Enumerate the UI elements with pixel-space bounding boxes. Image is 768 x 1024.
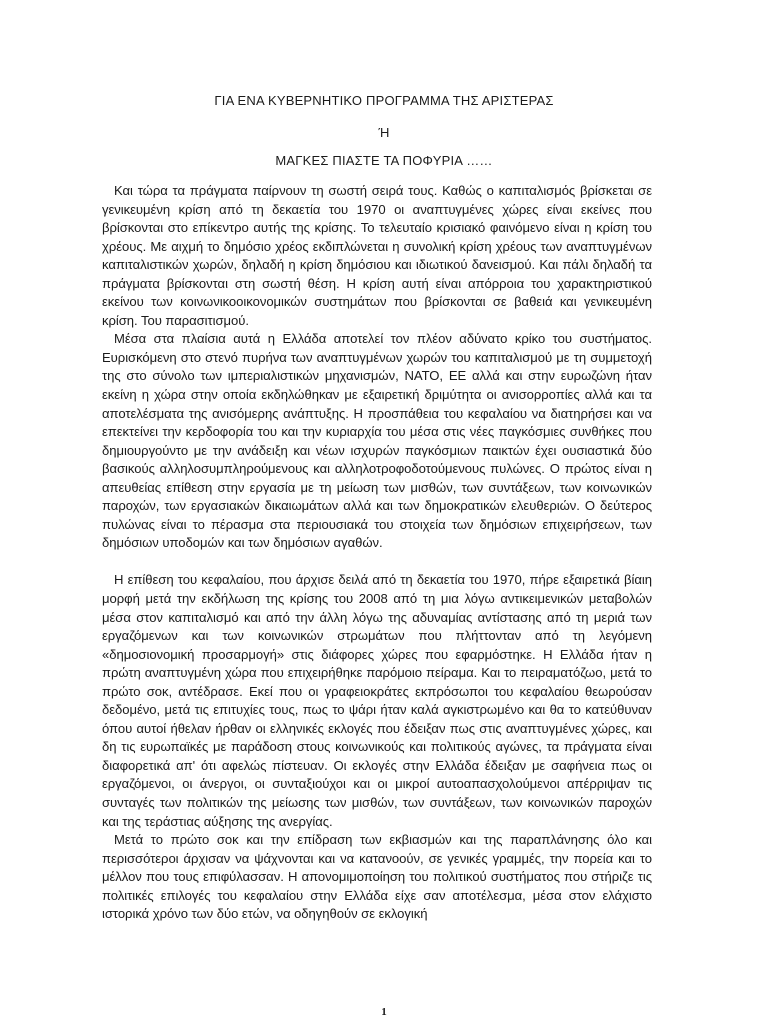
paragraph-2: Μέσα στα πλαίσια αυτά η Ελλάδα αποτελεί τον πλέον αδύνατο κρίκο του συστήματος. Ευρισκόμενη στο στενό πυρήνα των αναπτυγμένων χωρών του καπιταλισμού με τη συμμετοχή της στο σύνολο των ιμπεριαλιστικών μηχανισμών, ΝΑΤΟ, ΕΕ αλλά και στην ευρωζώνη ήταν εκείνη η χώρα στην οποία εκδηλώθηκαν με εξαιρετική δριμύτητα οι ανισορροπίες αλλά και τα αποτελέσματα της ανισόμερης ανάπτυξης. Η προσπάθεια του κεφαλαίου να διατηρήσει και να επεκτείνει την κερδοφορία του και την κυριαρχία του μέσα στις νέες παγκόσμιες συνθήκες που δημιουργούντο με την ανάδειξη και νέων ισχυρών παγκόσμιων παικτών έχει ουσιαστικά δύο βασικούς αλληλοσυμπληρούμενους και αλληλοτροφοδοτούμενους πυλώνες. Ο πρώτος είναι η απευθείας επίθεση στην εργασία με τη μείωση των μισθών, των συντάξεων, των κοινωνικών παροχών, των εργασιακών δικαιωμάτων αλλά και των δημοκρατικών ελευθεριών. Ο δεύτερος πυλώνας είναι το πέρασμα στα περιουσιακά του στοιχεία των δημόσιων επιχειρήσεων, των δημόσιων υποδομών και των δημόσιων αγαθών. xyxy=(102,331,652,551)
paragraph-4: Μετά το πρώτο σοκ και την επίδραση των εκβιασμών και της παραπλάνησης όλο και περισσότεροι άρχισαν να ψάχνονται και να κατανοούν, σε γενικές γραμμές, την πορεία και το μέλλον που τους επιφύλασσαν. Η απονομιμοποίηση του πολιτικού συστήματος που στήριζε τις πολιτικές επιλογές του κεφαλαίου στην Ελλάδα είχε σαν αποτέλεσμα, μέσα στον ελάχιστο ιστορικά χρόνο των δύο ετών, να οδηγηθούν σε εκλογική xyxy=(102,832,652,922)
document-title: ΓΙΑ ΕΝΑ ΚΥΒΕΡΝΗΤΙΚΟ ΠΡΟΓΡΑΜΜΑ ΤΗΣ ΑΡΙΣΤΕΡΑΣ xyxy=(214,93,554,108)
document-title-connector: Ή xyxy=(378,125,390,140)
document-subtitle: ΜΑΓΚΕΣ ΠΙΑΣΤΕ ΤΑ ΠΟΦΥΡΙΑ …… xyxy=(275,153,493,168)
paragraph-3: Η επίθεση του κεφαλαίου, που άρχισε δειλά από τη δεκαετία του 1970, πήρε εξαιρετικά βίαιη μορφή μετά την εκδήλωση της κρίσης του 2008 από τη μια λόγω αντικειμενικών μεταβολών μέσα στον καπιταλισμό και από την άλλη λόγω της αδυναμίας αντίστασης από τη μεριά των εργαζόμενων και των κοινωνικών στρωμάτων που πλήττονταν από τη λεγόμενη «δημοσιονομική προσαρμογή» στις διάφορες χώρες που εφαρμόστηκε. Η Ελλάδα ήταν η πρώτη αναπτυγμένη χώρα που επιχειρήθηκε παρόμοιο πείραμα. Και το πειραματόζωο, μετά το πρώτο σοκ, αντέδρασε. Εκεί που οι γραφειοκράτες εκπρόσωποι του κεφαλαίου θεωρούσαν δεδομένο, μετά τις επιτυχίες τους, πως το ψάρι ήταν καλά αγκιστρωμένο και θα το κατεύθυναν όπου αυτοί ήθελαν ήρθαν οι ελληνικές εκλογές που έδειξαν πως στις αναπτυγμένες χώρες, και δη τις ευρωπαϊκές με παράδοση στους κοινωνικούς και πολιτικούς αγώνες, τα πράγματα είναι διαφορετικά απ' ότι αφελώς πίστευαν. Οι εκλογές στην Ελλάδα έδειξαν με σαφήνεια πως οι εργαζόμενοι, οι άνεργοι, οι συνταξιούχοι και οι μικροί αυτοαπασχολούμενοι απέρριψαν τις συνταγές των πολιτικών της μείωσης των μισθών, των συντάξεων, των κοινωνικών παροχών και της τεράστιας αύξησης της ανεργίας. xyxy=(102,572,652,829)
page-number: 1 xyxy=(381,1006,387,1018)
document-body xyxy=(102,182,652,942)
paragraph-1: Και τώρα τα πράγματα παίρνουν τη σωστή σειρά τους. Καθώς ο καπιταλισμός βρίσκεται σε γενικευμένη κρίση από τη δεκαετία του 1970 οι αναπτυγμένες χώρες είναι εκείνες που βρίσκονται στο επίκεντρο αυτής της κρίσης. Το τελευταίο κρισιακό φαινόμενο είναι η κρίση του χρέους. Με αιχμή το δημόσιο χρέος εκδιπλώνεται η συνολική κρίση χρέους των αναπτυγμένων καπιταλιστικών χωρών, δηλαδή η κρίση δημόσιου και ιδιωτικού δανεισμού. Και πάλι δηλαδή τα πράγματα βρίσκονται στη σωστή θέση. Η κρίση αυτή είναι απόρροια του χαρακτηριστικού εκείνου των κοινωνικοοικονομικών συστημάτων που βρίσκονται σε βαθειά και γενικευμένη κρίση. Του παρασιτισμού. xyxy=(102,183,652,328)
